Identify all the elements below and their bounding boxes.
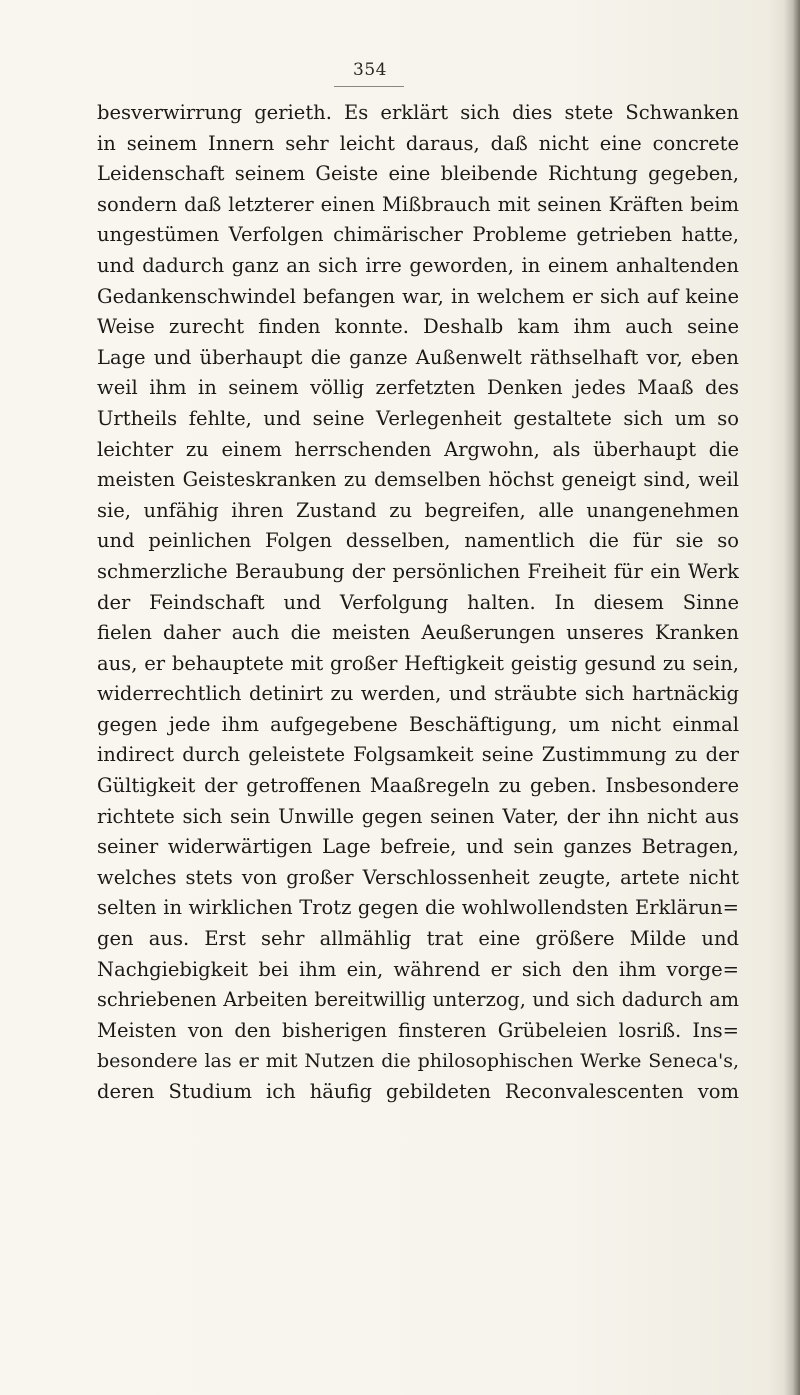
- text-line: der Feindschaft und Verfolgung halten. In diesem Sinne: [97, 590, 739, 614]
- text-line: sie, unfähig ihren Zustand zu begreifen, alle unangenehmen: [97, 498, 739, 522]
- page-number: 354: [353, 60, 387, 80]
- text-line: seiner widerwärtigen Lage befreie, und sein ganzes Betragen,: [97, 835, 739, 859]
- text-line: sondern daß letzterer einen Mißbrauch mit seinen Kräften beim: [97, 192, 739, 216]
- text-line: in seinem Innern sehr leicht daraus, daß nicht eine concrete: [97, 131, 739, 155]
- text-line: Gültigkeit der getroffenen Maaßregeln zu geben. Insbesondere: [97, 774, 739, 798]
- text-line: meisten Geisteskranken zu demselben höchst geneigt sind, weil: [97, 468, 739, 492]
- text-line: Urtheils fehlte, und seine Verlegenheit gestaltete sich um so: [97, 406, 739, 430]
- text-line: welches stets von großer Verschlossenheit zeugte, artete nicht: [97, 865, 739, 889]
- text-line: gen aus. Erst sehr allmählig trat eine größere Milde und: [97, 927, 739, 951]
- text-line: ungestümen Verfolgen chimärischer Probleme getrieben hatte,: [97, 223, 739, 247]
- text-line: schmerzliche Beraubung der persönlichen Freiheit für ein Werk: [97, 559, 739, 583]
- text-line: aus, er behauptete mit großer Heftigkeit geistig gesund zu sein,: [97, 651, 739, 675]
- text-line: Gedankenschwindel befangen war, in welchem er sich auf keine: [97, 284, 739, 308]
- text-line: leichter zu einem herrschenden Argwohn, als überhaupt die: [97, 437, 739, 461]
- text-line: Weise zurecht finden konnte. Deshalb kam ihm auch seine: [97, 315, 739, 339]
- text-line: richtete sich sein Unwille gegen seinen Vater, der ihn nicht aus: [97, 804, 739, 828]
- text-line: Nachgiebigkeit bei ihm ein, während er sich den ihm vorge=: [97, 957, 739, 981]
- text-line: besverwirrung gerieth. Es erklärt sich dies stete Schwanken: [97, 101, 739, 124]
- text-line: Leidenschaft seinem Geiste eine bleibende Richtung gegeben,: [97, 162, 739, 186]
- text-line: deren Studium ich häufig gebildeten Reconvalescenten vom: [97, 1080, 739, 1103]
- text-line: indirect durch geleistete Folgsamkeit seine Zustimmung zu der: [97, 743, 739, 767]
- text-line: gegen jede ihm aufgegebene Beschäftigung, um nicht einmal: [97, 712, 739, 736]
- text-line: und peinlichen Folgen desselben, namentlich die für sie so: [97, 529, 739, 553]
- text-line: besondere las er mit Nutzen die philosophischen Werke Seneca's,: [97, 1050, 739, 1073]
- body-text: [97, 98, 739, 1108]
- text-line: selten in wirklichen Trotz gegen die wohlwollendsten Erklärun=: [97, 896, 739, 920]
- text-line: Lage und überhaupt die ganze Außenwelt räthselhaft vor, eben: [97, 345, 739, 369]
- binding-shadow: [784, 0, 800, 1395]
- text-line: widerrechtlich detinirt zu werden, und sträubte sich hartnäckig: [97, 682, 739, 706]
- text-line: fielen daher auch die meisten Aeußerungen unseres Kranken: [97, 621, 739, 645]
- text-line: Meisten von den bisherigen finsteren Grübeleien losriß. Ins=: [97, 1018, 739, 1042]
- text-line: weil ihm in seinem völlig zerfetzten Denken jedes Maaß des: [97, 376, 739, 400]
- page-number-rule: [334, 86, 404, 87]
- text-line: und dadurch ganz an sich irre geworden, in einem anhaltenden: [97, 253, 739, 277]
- text-line: schriebenen Arbeiten bereitwillig unterzog, und sich dadurch am: [97, 988, 739, 1012]
